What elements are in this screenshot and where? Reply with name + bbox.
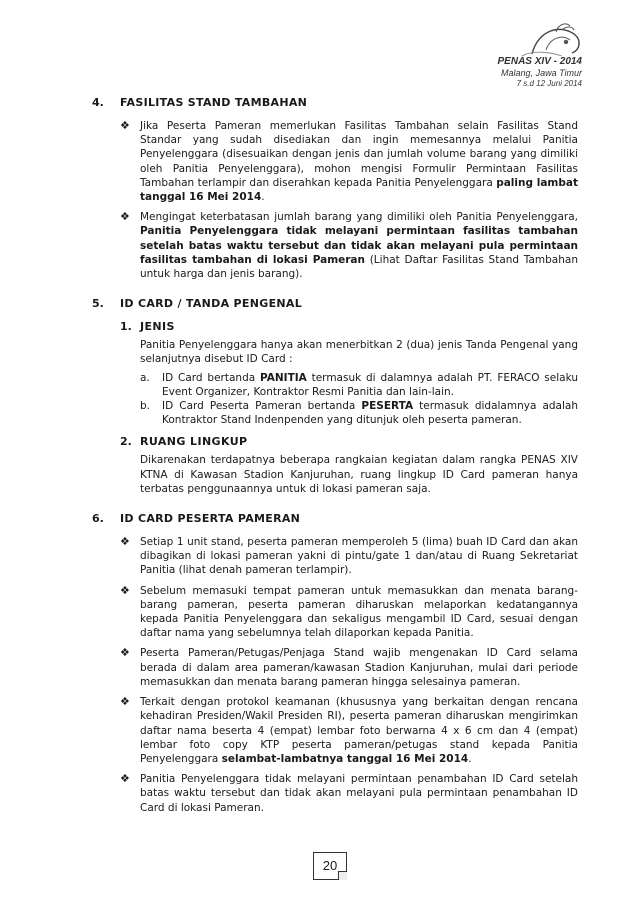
- subsection-title: RUANG LINGKUP: [140, 435, 248, 449]
- list-item: ❖ Sebelum memasuki tempat pameran untuk memasukkan dan menata barang-barang pameran, peserta pameran diharuskan melaporkan kedatangannya kepada Panitia Penyelenggara dan sekaligus mengambil ID Card, sesuai dengan daftar nama yang sebelumnya telah dilaporkan kepada Panitia.: [120, 583, 578, 640]
- list-item: ❖ Setiap 1 unit stand, peserta pameran memperoleh 5 (lima) buah ID Card dan akan dibagikan di lokasi pameran yakni di pintu/gate 1 dan/atau di Ruang Sekretariat Panitia (lihat denah pameran terlampir).: [120, 535, 578, 577]
- section-title: FASILITAS STAND TAMBAHAN: [120, 96, 308, 109]
- diamond-bullet-icon: ❖: [120, 772, 130, 786]
- page-number: 20: [313, 852, 347, 880]
- diamond-bullet-icon: ❖: [120, 583, 130, 597]
- section-number: 6.: [92, 512, 104, 526]
- list-item: b. ID Card Peserta Pameran bertanda PESERTA termasuk didalamnya adalah Kontraktor Stand Indenpenden yang ditunjuk oleh peserta pameran.: [140, 400, 578, 427]
- logo-dates: 7 s.d 12 Juni 2014: [516, 79, 582, 88]
- diamond-bullet-icon: ❖: [120, 535, 130, 549]
- event-logo: [462, 20, 590, 92]
- paragraph: Panitia Penyelenggara hanya akan menerbitkan 2 (dua) jenis Tanda Pengenal yang selanjutnya disebut ID Card :: [140, 339, 578, 366]
- diamond-bullet-icon: ❖: [120, 210, 130, 224]
- list-item: ❖ Peserta Pameran/Petugas/Penjaga Stand wajib mengenakan ID Card selama berada di dalam area pameran/kawasan Stadion Kanjuruhan, mulai dari periode memasukkan dan menata barang pameran hingga selesainya pameran.: [120, 646, 578, 688]
- page-corner-fold-icon: [338, 871, 347, 880]
- document-body: [92, 96, 578, 831]
- paragraph: Dikarenakan terdapatnya beberapa rangkaian kegiatan dalam rangka PENAS XIV KTNA di Kawasan Stadion Kanjuruhan, ruang lingkup ID Card pameran hanya terbatas penggunaannya untuk di lokasi pameran saja.: [140, 454, 578, 495]
- list-item: ❖ Jika Peserta Pameran memerlukan Fasilitas Tambahan selain Fasilitas Stand Standar yang sudah disediakan dan ingin memesannya melalui Panitia Penyelenggara (disesuaikan dengan jenis dan jumlah volume barang yang dimiliki oleh Panitia Penyelenggara), mohon mengisi Formulir Permintaan Fasilitas Tambahan terlampir dan diserahkan kepada Panitia Penyelenggara paling lambat tanggal 16 Mei 2014.: [120, 119, 578, 204]
- subsection-ruang-lingkup: [120, 435, 578, 496]
- list-item: ❖ Panitia Penyelenggara tidak melayani permintaan penambahan ID Card setelah batas waktu tersebut dan tidak akan melayani pula permintaan penambahan ID Card di lokasi Pameran.: [120, 772, 578, 814]
- section-title: ID CARD PESERTA PAMERAN: [120, 512, 301, 526]
- logo-title: PENAS XIV - 2014: [497, 56, 582, 67]
- list-item: ❖ Terkait dengan protokol keamanan (khususnya yang berkaitan dengan rencana kehadiran Presiden/Wakil Presiden RI), peserta pameran diharuskan mengirimkan daftar nama beserta 4 (empat) lembar foto berwarna 4 x 6 cm dan 4 (empat) lembar foto copy KTP peserta pameran/petugas stand kepada Panitia Penyelenggara selambat-lambatnya tanggal 16 Mei 2014.: [120, 695, 578, 765]
- section-number: 5.: [92, 297, 104, 311]
- section-title: ID CARD / TANDA PENGENAL: [120, 297, 303, 311]
- list-item: ❖ Mengingat keterbatasan jumlah barang yang dimiliki oleh Panitia Penyelenggara, Panitia Penyelenggara tidak melayani permintaan fasilitas tambahan setelah batas waktu tersebut dan tidak akan melayani pula permintaan fasilitas tambahan di lokasi Pameran (Lihat Daftar Fasilitas Stand Tambahan untuk harga dan jenis barang).: [120, 210, 578, 281]
- subsection-title: JENIS: [140, 320, 175, 334]
- section-number: 4.: [92, 96, 104, 109]
- section-fasilitas-stand-tambahan: [92, 96, 578, 281]
- diamond-bullet-icon: ❖: [120, 119, 130, 132]
- diamond-bullet-icon: ❖: [120, 646, 130, 660]
- list-item: a. ID Card bertanda PANITIA termasuk di dalamnya adalah PT. FERACO selaku Event Organizer, Kontraktor Resmi Panitia dan lain-lain.: [140, 371, 578, 398]
- section-id-card-tanda-pengenal: [92, 297, 578, 496]
- subsection-jenis: [120, 320, 578, 427]
- subsection-number: 2.: [120, 435, 132, 449]
- subsection-number: 1.: [120, 320, 132, 334]
- logo-location: Malang, Jawa Timur: [501, 68, 582, 78]
- diamond-bullet-icon: ❖: [120, 695, 130, 709]
- section-id-card-peserta-pameran: [92, 512, 578, 815]
